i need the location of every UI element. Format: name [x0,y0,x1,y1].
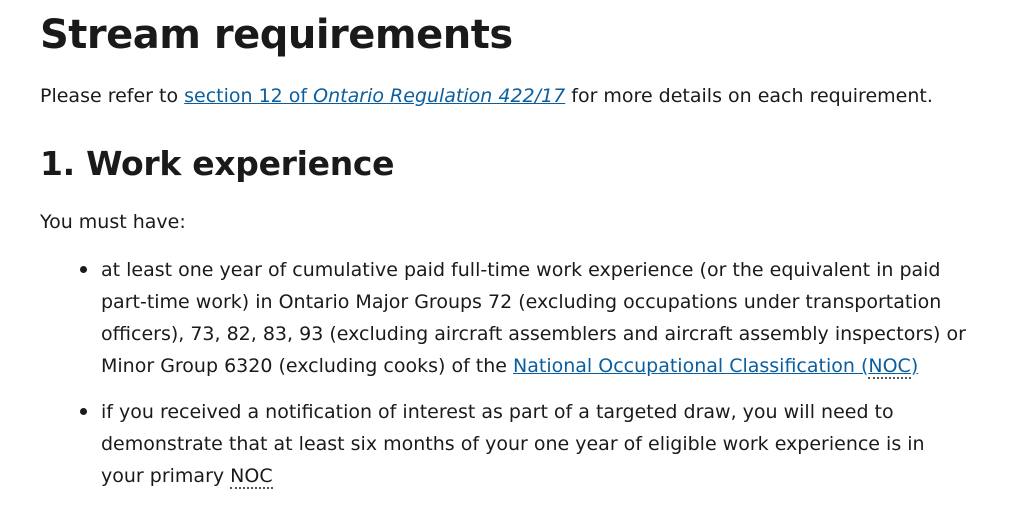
list-item [40,254,970,382]
intro-paragraph [40,82,933,110]
section-title: 1. Work experience [40,144,395,183]
page-title: Stream requirements [40,12,513,58]
intro-text-after: for more details on each requirement. [565,85,933,107]
noc-link-text: National Occupational Classification ( [513,355,869,377]
regulation-link-text: section 12 of [184,85,314,107]
section-lead: You must have: [40,211,186,233]
bullet-icon [80,408,87,415]
requirement-text: if you received a notification of interest as part of a targeted draw, you will need to demonstrate that at least six months of your one year of eligible work experience is in your primary [101,401,925,487]
regulation-link-italic: Ontario Regulation 422/17 [313,85,566,107]
requirement-text: at least one year of cumulative paid full-time work experience (or the equivalent in paid part-time work) in Ontario Major Groups 72 (excluding occupations under transportation officers), 73, 82, 83, 93 (excluding aircraft assemblers and aircraft assembly inspectors) or Minor Group 6320 (excluding cooks) of the [101,259,966,377]
noc-link[interactable] [513,355,918,379]
noc-link-tail: ) [910,355,919,377]
regulation-link[interactable] [184,85,565,107]
noc-abbreviation: NOC [868,355,911,377]
intro-text-before: Please refer to [40,85,185,107]
requirements-list [40,254,970,506]
list-item [40,396,970,492]
bullet-icon [80,266,87,273]
noc-abbreviation: NOC [230,465,273,487]
